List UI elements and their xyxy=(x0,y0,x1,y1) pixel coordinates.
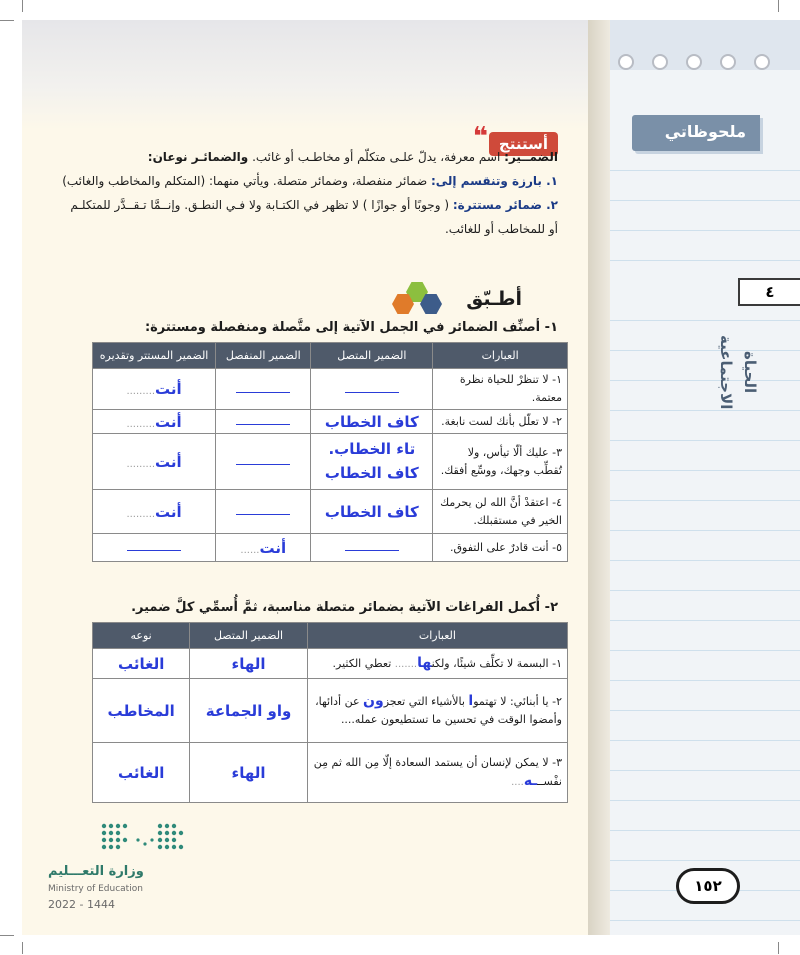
handwritten-answer: أنت xyxy=(259,538,287,557)
binder-ring-icon xyxy=(652,54,668,70)
table-row: ٤- اعتقدْ أنَّ الله لن يحرمك الخير في مستقبلك. كاف الخطاب أنت......... xyxy=(93,490,568,534)
chapter-number: ٤ xyxy=(738,278,800,306)
handwritten-answer: الغائب xyxy=(117,763,165,782)
handwritten-answer: أنت xyxy=(155,412,182,431)
page-number: ١٥٢ xyxy=(676,868,740,904)
question-1-title: ١- أصنِّف الضمائر في الجمل الآتية إلى متَّصلة ومنفصلة ومستترة: xyxy=(144,320,558,335)
handwritten-answer: ا xyxy=(468,693,474,709)
blank-line xyxy=(236,507,290,515)
table-row: ٥- أنت قادرٌ على التفوق. أنت...... xyxy=(93,534,568,562)
table-row: ٣- عليك ألّا تيأس، ولا تُقطِّب وجهك، ووسِّع أفقك. تاء الخطاب. كاف الخطاب أنت......... xyxy=(93,434,568,490)
blank-line xyxy=(345,385,399,393)
rule-line-2: ١. بارزة وتنقسم إلى: ضمائر منفصلة، وضمائر متصلة. ويأتي منهما: (المتكلم والمخاطب والغائب) xyxy=(62,174,558,188)
page-spine xyxy=(588,20,610,935)
handwritten-answer: تاء الخطاب. كاف الخطاب xyxy=(324,439,419,482)
handwritten-answer: الهاء xyxy=(231,654,266,673)
textbook-page xyxy=(22,20,800,935)
question-2-title: ٢- أُكمل الفراغات الآتية بضمائر متصلة مناسبة، ثمَّ أُسمِّي كلَّ ضمير. xyxy=(131,600,558,615)
ministry-logo-icon xyxy=(98,820,208,854)
handwritten-answer: أنت xyxy=(155,452,182,471)
ministry-logo xyxy=(40,820,240,920)
binder-ring-icon xyxy=(754,54,770,70)
handwritten-answer: كاف الخطاب xyxy=(324,502,419,521)
crop-mark xyxy=(0,20,14,21)
apply-label: أطـبّق xyxy=(466,288,522,310)
blank-line xyxy=(236,417,290,425)
blank-line xyxy=(236,457,290,465)
handwritten-answer: المخاطب xyxy=(107,701,175,720)
table-row: ١- لا تنظرْ للحياة نظرة معتمة. أنت......... xyxy=(93,369,568,410)
crop-mark xyxy=(778,942,779,954)
crop-mark xyxy=(22,942,23,954)
handwritten-answer: ـه xyxy=(523,772,538,789)
ministry-name-en: Ministry of Education xyxy=(48,884,143,894)
handwritten-answer: الغائب xyxy=(117,654,165,673)
blank-line xyxy=(127,543,181,551)
table-row: ١- البسمة لا تكلِّف شيئًا، ولكنها....... تعطي الكثير. الهاء الغائب xyxy=(93,649,568,679)
quote-icon: ❝ xyxy=(472,122,488,152)
handwritten-answer: ها xyxy=(417,654,432,671)
table-row: ٣- لا يمكن لإنسان أن يستمد السعادة إلّا مِن الله ثم مِن نفْســـه.... الهاء الغائب xyxy=(93,743,568,803)
rule-line-4: أو للمخاطب أو للغائب. xyxy=(444,222,558,236)
pronoun-fill-table: العبارات الضمير المتصل نوعه ١- البسمة لا تكلِّف شيئًا، ولكنها....... تعطي الكثير. الهاء الغائب ٢- يا أبنائي: لا تهتموا بالأشياء التي تعجزون عن أدائها، وأمضوا الوقت في تحسين ما تستطيعون عمله.... واو الجماعة المخاطب ٣- لا يمكن لإنسان أن يستمد السعادة إلّا مِن الله ثم مِن نفْســـه.... الهاء الغائب xyxy=(92,622,568,803)
binder-ring-icon xyxy=(720,54,736,70)
table-row: ٢- لا تعلّل بأنك لست نابغة. كاف الخطاب أنت......... xyxy=(93,410,568,434)
apply-heading xyxy=(392,278,542,324)
table-row: ٢- يا أبنائي: لا تهتموا بالأشياء التي تعجزون عن أدائها، وأمضوا الوقت في تحسين ما تستطيعون عمله.... واو الجماعة المخاطب xyxy=(93,679,568,743)
binder-ring-icon xyxy=(618,54,634,70)
main-content xyxy=(22,20,588,935)
rule-line-3: ٢. ضمائر مستترة: ( وجوبًا أو جوازًا ) لا تظهر في الكتـابة ولا فـي النطـق. وإنــمَّا تـقــدَّر للمتكلـم xyxy=(70,198,558,212)
blank-line xyxy=(236,385,290,393)
handwritten-answer: الهاء xyxy=(231,763,266,782)
handwritten-answer: أنت xyxy=(155,502,182,521)
chapter-title: الحياة الاجتماعية xyxy=(717,334,759,410)
notes-header: ملحوظاتي xyxy=(632,115,760,151)
edition-year: 2022 - 1444 xyxy=(48,898,115,911)
handwritten-answer: كاف الخطاب xyxy=(324,412,419,431)
conclude-label: أستنتج xyxy=(489,132,558,156)
rule-line-1: الضمــير: اسم معرفة، يدلّ علـى متكلّم أو مخاطـب أو غائب. والضمائـر نوعان: xyxy=(147,150,558,164)
handwritten-answer: واو الجماعة xyxy=(205,701,292,720)
blank-line xyxy=(345,543,399,551)
handwritten-answer: ون xyxy=(363,693,384,709)
notes-panel xyxy=(610,20,800,935)
ministry-name-ar: وزارة التعـــليم xyxy=(48,864,144,879)
crop-mark xyxy=(22,0,23,12)
handwritten-answer: أنت xyxy=(155,380,182,398)
binder-ring-icon xyxy=(686,54,702,70)
pronoun-classification-table: العبارات الضمير المتصل الضمير المنفصل الضمير المستتر وتقديره ١- لا تنظرْ للحياة نظرة معتمة. أنت......... ٢- لا تعلّل بأنك لست نابغة. كاف الخطاب أنت......... ٣- عليك ألّا تيأس، ولا تُقطِّب وجهك، ووسِّع أفقك. تاء الخطاب. كاف الخطاب أنت......... ٤- اعتقدْ أنَّ الله لن يحرمك الخير في مستقبلك. كاف الخطاب أنت......... ٥- أنت قادرٌ على التفوق. أنت...... xyxy=(92,342,568,562)
crop-mark xyxy=(0,935,14,936)
crop-mark xyxy=(778,0,779,12)
